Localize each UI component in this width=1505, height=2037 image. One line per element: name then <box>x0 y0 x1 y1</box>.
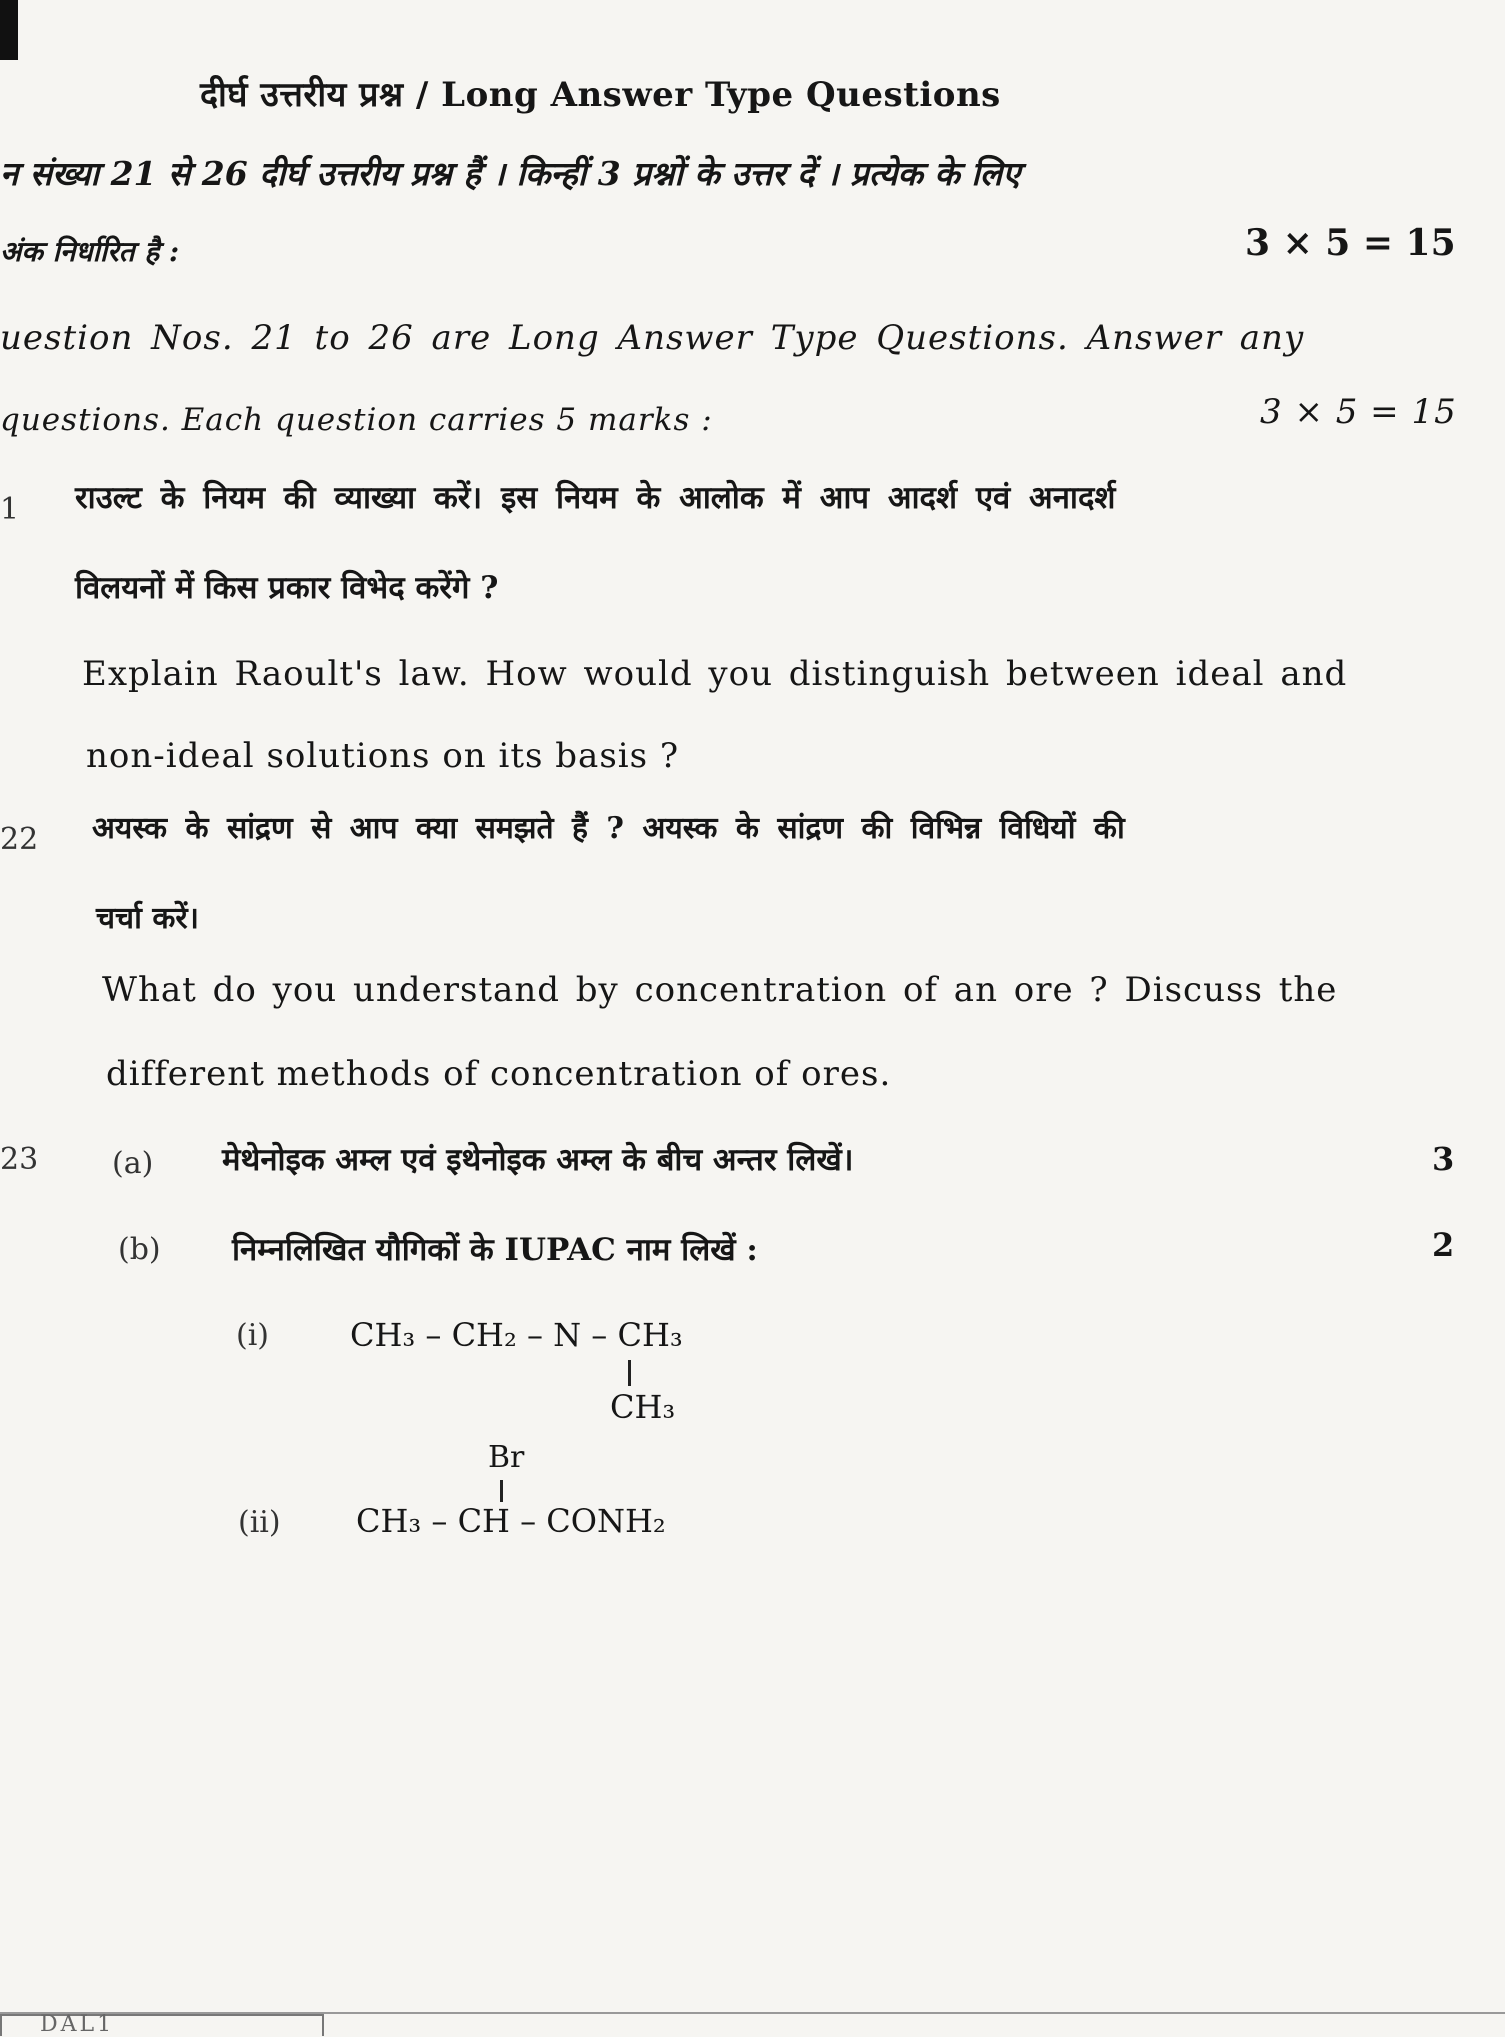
instruction-english-line2: questions. Each question carries 5 marks : <box>0 402 713 438</box>
instruction-hindi-marks: 3 × 5 = 15 <box>1245 222 1456 264</box>
question-21-english-line2: non-ideal solutions on its basis ? <box>86 736 680 776</box>
question-22-hindi-line2: चर्चा करें। <box>96 901 199 936</box>
question-23a-marks: 3 <box>1432 1140 1455 1178</box>
compound-ii-label: (ii) <box>238 1505 281 1540</box>
compound-i-formula: CH₃ – CH₂ – N – CH₃ <box>350 1316 683 1354</box>
instruction-hindi-line2: अंक निर्धारित है : <box>0 235 180 268</box>
question-22-hindi-line1: अयस्क के सांद्रण से आप क्या समझते हैं ? अयस्क के सांद्रण की विभिन्न विधियों की <box>92 811 1125 846</box>
compound-i-substituent: CH₃ <box>610 1388 676 1426</box>
page-corner-mark <box>0 0 18 60</box>
question-21-hindi-line1: राउल्ट के नियम की व्याख्या करें। इस नियम के आलोक में आप आदर्श एवं अनादर्श <box>75 480 1116 516</box>
instruction-hindi-line1: न संख्या 21 से 26 दीर्घ उत्तरीय प्रश्न हैं । किन्हीं 3 प्रश्नों के उत्तर दें । प्रत्येक के लिए <box>0 154 1021 193</box>
compound-ii-vertical-bond <box>500 1480 503 1502</box>
question-23a-text: मेथेनोइक अम्ल एवं इथेनोइक अम्ल के बीच अन्तर लिखें। <box>222 1142 854 1178</box>
instruction-english-line1: uestion Nos. 21 to 26 are Long Answer Type Questions. Answer any <box>0 318 1305 358</box>
question-23b-label: (b) <box>118 1232 161 1267</box>
question-22-english-line2: different methods of concentration of ores. <box>106 1054 892 1094</box>
question-21-number: 1 <box>0 492 20 527</box>
question-22-number: 22 <box>0 822 39 857</box>
compound-i-label: (i) <box>236 1318 270 1353</box>
compound-i-vertical-bond <box>628 1360 631 1386</box>
compound-ii-formula: CH₃ – CH – CONH₂ <box>356 1502 666 1540</box>
compound-ii-substituent: Br <box>488 1440 525 1475</box>
question-21-english-line1: Explain Raoult's law. How would you distinguish between ideal and <box>82 654 1348 694</box>
question-23b-text: निम्नलिखित यौगिकों के IUPAC नाम लिखें : <box>232 1232 758 1268</box>
section-title: दीर्घ उत्तरीय प्रश्न / Long Answer Type Questions <box>200 75 1001 115</box>
instruction-english-marks: 3 × 5 = 15 <box>1260 392 1457 432</box>
question-21-hindi-line2: विलयनों में किस प्रकार विभेद करेंगे ? <box>75 570 499 606</box>
question-22-english-line1: What do you understand by concentration of an ore ? Discuss the <box>102 970 1338 1010</box>
footer-code: DAL1 <box>40 2012 115 2037</box>
question-23-number: 23 <box>0 1142 39 1177</box>
question-23a-label: (a) <box>112 1146 154 1181</box>
question-23b-marks: 2 <box>1432 1226 1455 1264</box>
